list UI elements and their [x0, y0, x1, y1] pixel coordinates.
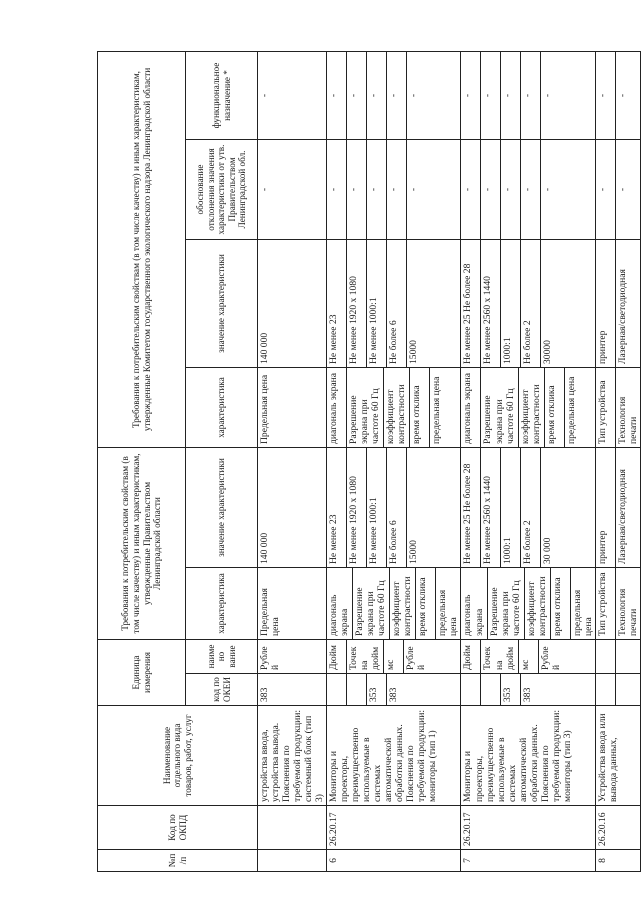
table-row [595, 51, 640, 871]
header-gov-char: характеристика [186, 568, 258, 640]
gov-value: Не более 2 [520, 448, 538, 567]
com-char: предельная цена [564, 368, 582, 447]
com-char: Тип устройства [596, 380, 608, 444]
gov-char: Тип устройства [596, 572, 608, 636]
unit-name: Точек на дюйм [480, 640, 515, 673]
unit-code [346, 674, 364, 705]
com-value: Не менее 2560 x 1440 [480, 240, 498, 367]
gov-chars [258, 568, 327, 640]
com-chars [327, 368, 461, 448]
unit-codes [258, 674, 327, 706]
com-function: - [462, 93, 474, 98]
com-value: Не менее 25 Не более 28 [462, 263, 474, 364]
header-com-char: характеристика [186, 368, 258, 448]
gov-value: принтер [596, 530, 608, 564]
gov-values [258, 448, 327, 568]
com-function: - [480, 52, 498, 139]
com-functions [595, 51, 640, 139]
com-value: Не менее 1000:1 [366, 240, 384, 367]
gov-chars [461, 568, 595, 640]
unit-code: 383 [259, 687, 270, 702]
com-chars [461, 368, 595, 448]
gov-value: Не менее 2560 x 1440 [480, 448, 498, 567]
com-char: Технология печати [615, 368, 639, 447]
com-char: предельная цена [429, 368, 447, 447]
com-deviation: - [480, 140, 498, 239]
com-values [258, 240, 327, 368]
com-deviation: - [259, 187, 270, 192]
com-deviation: - [500, 140, 518, 239]
gov-char: предельная цена [435, 568, 459, 639]
unit-code: 383 [520, 674, 538, 705]
com-value: 140 000 [259, 332, 270, 364]
row-okpd: 26.20.16 [595, 806, 640, 850]
gov-value: 30 000 [540, 448, 558, 567]
com-function: - [328, 93, 340, 98]
com-char: Разрешение экрана при частоте 60 Гц [346, 368, 381, 447]
gov-char: Технология печати [615, 568, 639, 639]
rotated-table-container [97, 52, 639, 872]
unit-name: Рублей [259, 646, 282, 670]
unit-name: мс [383, 640, 401, 673]
com-function: - [540, 52, 558, 139]
unit-code: 353 [500, 674, 518, 705]
com-value: 30000 [540, 240, 558, 367]
unit-names [461, 640, 595, 674]
com-char: Разрешение экрана при частоте 60 Гц [480, 368, 515, 447]
header-group-committee: Требования к потребительским свойствам (в том числе качеству) и иным характеристикам, утвержденные Комитетом государственного экологического надзора Ленинградской области [98, 51, 186, 447]
gov-char: предельная цена [570, 568, 594, 639]
header-unit-code: код по ОКЕИ [186, 674, 258, 706]
com-deviation: - [346, 140, 364, 239]
com-functions [461, 51, 595, 139]
row-number: 6 [327, 850, 461, 872]
gov-value: Лазерная/светодиодная [615, 448, 633, 567]
unit-code [462, 677, 478, 702]
table-row [327, 51, 461, 871]
gov-char: Разрешение экрана при частоте 60 Гц [352, 568, 387, 639]
com-deviation: - [366, 140, 384, 239]
gov-chars [595, 568, 640, 640]
com-deviations [461, 140, 595, 240]
header-okpd: Код по ОКПД [98, 806, 258, 850]
unit-codes [595, 674, 640, 706]
com-chars [258, 368, 327, 448]
com-deviation: - [406, 140, 424, 239]
com-function: - [596, 93, 608, 98]
header-no: №п/п [98, 850, 258, 872]
row-name: Мониторы и проекторы, преимущественно используемые в системах автоматической обработки данных. Пояснения по требуемой продукции: мониторы (тип 3) [461, 706, 595, 806]
gov-value: 1000:1 [500, 448, 518, 567]
gov-char: время отклика [415, 568, 433, 639]
header-name: Наименование отдельного вида товаров, работ, услуг [98, 706, 258, 806]
row-okpd: 26.20.17 [461, 806, 595, 850]
com-value: 1000:1 [500, 240, 518, 367]
row-number [258, 850, 327, 872]
com-deviations [258, 140, 327, 240]
com-value: Не менее 23 [328, 314, 340, 364]
gov-values [461, 448, 595, 568]
unit-name [597, 643, 613, 670]
com-functions [258, 51, 327, 139]
unit-codes [327, 674, 461, 706]
com-function: - [259, 93, 270, 98]
header-units: Единица измерения [98, 640, 186, 706]
unit-name: Дюйм [462, 645, 474, 670]
com-deviations [327, 140, 461, 240]
gov-value: Не менее 23 [328, 514, 340, 564]
com-values [595, 240, 640, 368]
gov-values [595, 448, 640, 568]
com-function: - [615, 52, 633, 139]
table-row [258, 51, 327, 871]
unit-code: 383 [386, 674, 404, 705]
header-unit-name: наимено вание [186, 640, 258, 674]
com-deviation: - [462, 187, 474, 192]
gov-char: диагональ экрана [462, 594, 485, 636]
com-deviation: - [386, 140, 404, 239]
gov-char: коэффициент контрастности [524, 568, 548, 639]
com-char: диагональ экрана [462, 372, 474, 444]
com-function: - [386, 52, 404, 139]
header-com-value: значение характеристики [186, 240, 258, 368]
unit-names [327, 640, 461, 674]
gov-char: коэффициент контрастности [389, 568, 413, 639]
com-value: Не более 6 [386, 240, 404, 367]
com-values [327, 240, 461, 368]
header-group-gov: Требования к потребительским свойствам (в том числе качеству) и иным характеристикам, утвержденные Правительством Ленинградской области [98, 448, 186, 640]
unit-name: мс [518, 640, 536, 673]
com-value: 15000 [406, 240, 424, 367]
header-function: функциональное назначение * [186, 51, 258, 139]
row-okpd [258, 806, 327, 850]
row-number: 7 [461, 850, 595, 872]
com-char: диагональ экрана [328, 372, 340, 444]
unit-codes [461, 674, 595, 706]
com-function: - [406, 52, 424, 139]
com-char: Предельная цена [259, 374, 270, 444]
header-gov-value: значение характеристики [186, 448, 258, 568]
gov-value: Не менее 1000:1 [366, 448, 384, 567]
com-value: принтер [596, 330, 608, 364]
unit-code [615, 674, 633, 705]
requirements-table [97, 51, 641, 872]
row-name: Мониторы и проекторы, преимущественно используемые в системах автоматической обработки данных. Пояснения по требуемой продукции: мониторы (тип 1) [327, 706, 461, 806]
com-function: - [520, 52, 538, 139]
row-name: Устройства ввода или вывода данных, [595, 706, 640, 806]
unit-name: Рублей [403, 640, 427, 673]
unit-code [328, 677, 344, 702]
header-row-1 [98, 51, 186, 871]
com-chars [595, 368, 640, 448]
unit-names [258, 640, 327, 674]
left-margin-column [60, 52, 98, 872]
com-char: коэффициент контрастности [383, 368, 407, 447]
com-functions [327, 51, 461, 139]
com-deviation: - [615, 140, 633, 239]
com-function: - [366, 52, 384, 139]
unit-code [480, 674, 498, 705]
unit-name: Рублей [538, 640, 562, 673]
table-row [461, 51, 595, 871]
unit-code [597, 677, 613, 702]
com-deviation: - [596, 187, 608, 192]
gov-char: время отклика [550, 568, 568, 639]
com-char: коэффициент контрастности [518, 368, 542, 447]
com-value: Лазерная/светодиодная [615, 240, 633, 367]
com-char: время отклика [409, 368, 427, 447]
com-deviation: - [520, 140, 538, 239]
header-deviation: обоснование отклонения значения характеристики от утв. Правительством Ленинградской обл. [186, 140, 258, 240]
com-deviations [595, 140, 640, 240]
unit-name [615, 640, 633, 673]
com-deviation: - [540, 140, 558, 239]
gov-values [327, 448, 461, 568]
gov-value: Не более 6 [386, 448, 404, 567]
com-values [461, 240, 595, 368]
unit-name: Точек на дюйм [346, 640, 381, 673]
com-char: время отклика [544, 368, 562, 447]
gov-value: 140 000 [259, 532, 270, 564]
unit-code: 353 [366, 674, 384, 705]
row-name: устройства ввода, устройства вывода. Пояснения по требуемой продукции: системный блок (тип 3) [258, 706, 327, 806]
com-value: Не более 2 [520, 240, 538, 367]
com-function: - [346, 52, 364, 139]
gov-char: диагональ экрана [328, 594, 351, 636]
com-function: - [500, 52, 518, 139]
table-body [98, 51, 641, 871]
gov-value: Не менее 1920 x 1080 [346, 448, 364, 567]
gov-value: 15000 [406, 448, 424, 567]
com-value: Не менее 1920 x 1080 [346, 240, 364, 367]
gov-value: Не менее 25 Не более 28 [462, 463, 474, 564]
unit-names [595, 640, 640, 674]
gov-char: Разрешение экрана при частоте 60 Гц [487, 568, 522, 639]
unit-name: Дюйм [328, 645, 340, 670]
rotated-table-viewport [97, 52, 639, 872]
gov-chars [327, 568, 461, 640]
com-deviation: - [328, 187, 340, 192]
row-okpd: 26.20.17 [327, 806, 461, 850]
row-number: 8 [595, 850, 640, 872]
gov-char: Предельная цена [259, 588, 282, 636]
